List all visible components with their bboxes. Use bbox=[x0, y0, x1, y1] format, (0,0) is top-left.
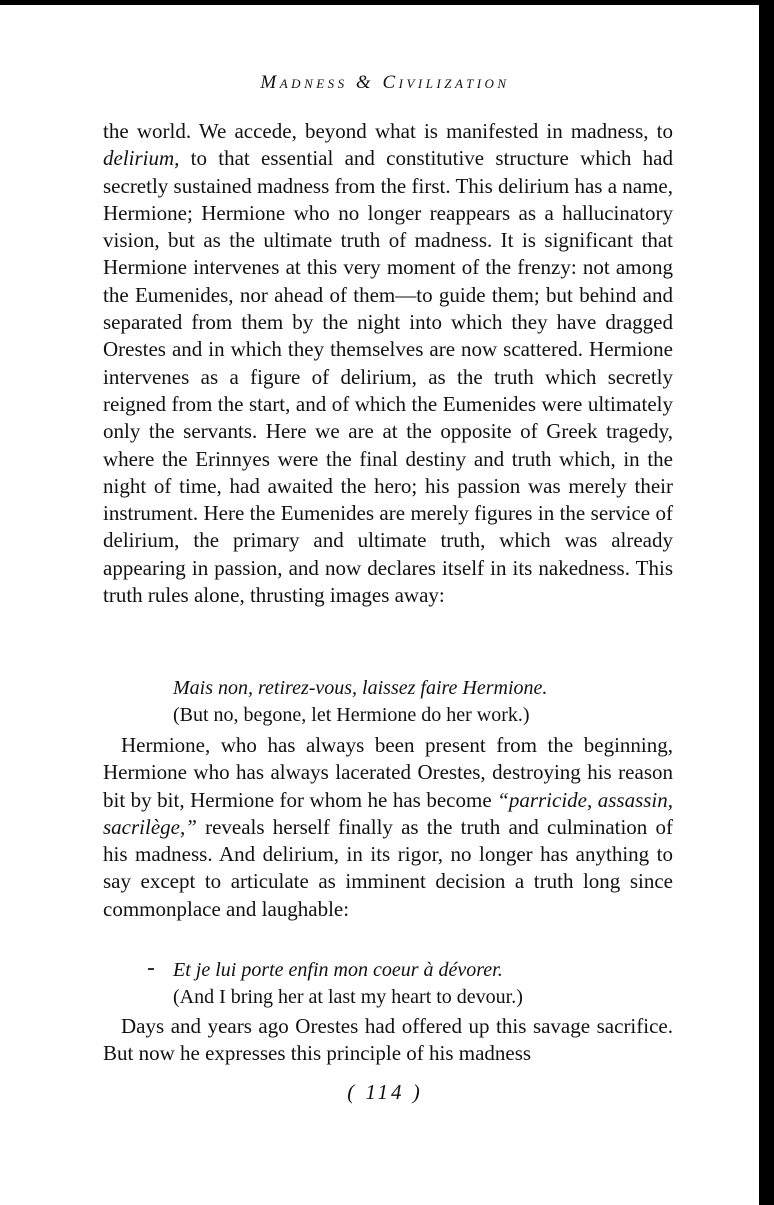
body-paragraph-1 bbox=[103, 118, 673, 609]
paragraph-1-text-b: to that essential and constitutive structure which had secretly sustained madness from the first. This delirium has a name, Hermione; Hermione who no longer reappears as a hallucinatory vision, but as the ultimate truth of madness. It is significant that Hermione intervenes at this very moment of the frenzy: not among the Eumenides, nor ahead of them—to guide them; but behind and separated from them by the night into which they have dragged Orestes and in which they themselves are now scattered. Hermione intervenes as a figure of delirium, as the truth which secretly reigned from the start, and of which the Eumenides were ultimately only the servants. Here we are at the opposite of Greek tragedy, where the Erinnyes were the final destiny and truth which, in the night of time, had awaited the hero; his passion was merely their instrument. Here the Eumenides are merely figures in the service of delirium, the primary and ultimate truth, which was already appearing in passion, and now declares itself in its nakedness. This truth rules alone, thrusting images away: bbox=[103, 146, 673, 608]
quote-1-english: (But no, begone, let Hermione do her work.) bbox=[173, 704, 530, 726]
running-head: Madness & Civilization bbox=[260, 72, 510, 93]
scan-border-top bbox=[0, 0, 774, 5]
paragraph-2-text-b: reveals herself finally as the truth and culmination of his madness. And delirium, in its rigor, no longer has anything to say except to articulate as imminent decision a truth long since commonplace and laughable: bbox=[103, 814, 673, 921]
quote-2-english: (And I bring her at last my heart to devour.) bbox=[173, 986, 523, 1008]
block-quote-2 bbox=[173, 957, 673, 1011]
block-quote-1 bbox=[173, 675, 673, 729]
scan-border-right bbox=[759, 0, 774, 1205]
paragraph-2-emphasis: “parricide, assassin, sacrilège,” bbox=[103, 787, 673, 839]
paragraph-3-text: Days and years ago Orestes had offered up this savage sacrifice. But now he expresses this principle of his madness bbox=[103, 1014, 673, 1066]
quote-2-french: Et je lui porte enfin mon coeur à dévorer. bbox=[173, 959, 503, 981]
paragraph-1-text-a: the world. We accede, beyond what is manifested in madness, to bbox=[103, 119, 673, 143]
body-paragraph-2 bbox=[103, 732, 673, 923]
paragraph-2-text-a: Hermione, who has always been present from the beginning, Hermione who has always lacerated Orestes, destroying his reason bit by bit, Hermione for whom he has become bbox=[103, 733, 673, 812]
paragraph-1-emphasis: delirium, bbox=[103, 146, 180, 171]
page-number: ( 114 ) bbox=[347, 1080, 423, 1104]
stray-mark bbox=[148, 968, 154, 970]
quote-1-french: Mais non, retirez-vous, laissez faire Hermione. bbox=[173, 677, 548, 699]
body-paragraph-3 bbox=[103, 1013, 673, 1068]
